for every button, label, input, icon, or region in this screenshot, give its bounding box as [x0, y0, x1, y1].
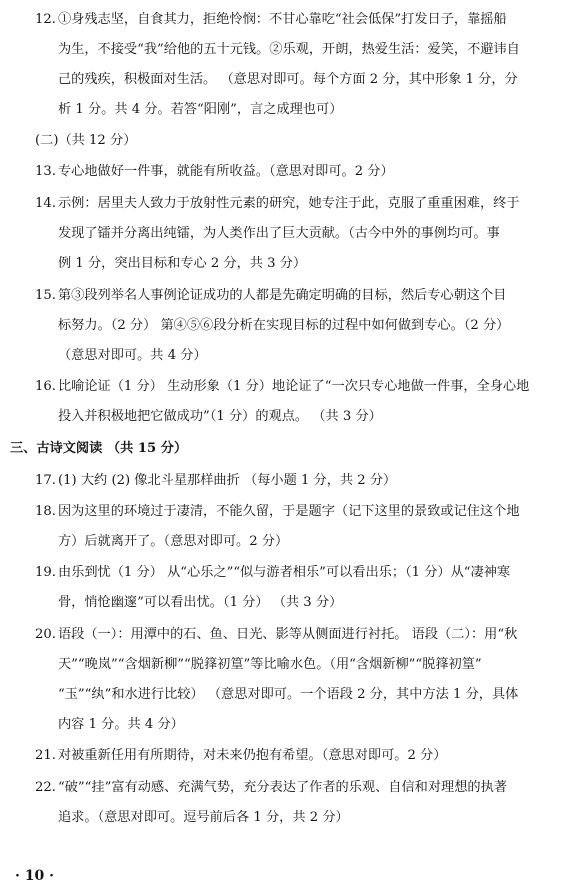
q14-line-2: 发现了镭并分离出纯镭，为人类作出了巨大贡献。（古今中外的事例均可。事 — [58, 226, 500, 241]
q16-line-1: 比喻论证（1 分） 生动形象（1 分）地论证了“一次只专心地做一件事，全身心地 — [58, 379, 530, 394]
q12-line-2: 为生，不接受“我”给他的五十元钱。②乐观，开朗，热爱生活：爱笑，不避讳自 — [58, 42, 520, 57]
q20-number: 20. — [35, 627, 56, 642]
section-3-heading: 三、古诗文阅读 （共 15 分） — [10, 441, 188, 456]
section-2-heading: (二)（共 12 分） — [35, 133, 137, 148]
q20-line-2: 天”“晚岚”“含烟新柳”“脱箨初篁”等比喻水色。（用“含烟新柳”“脱箨初篁” — [58, 657, 482, 672]
q21-number: 21. — [35, 748, 56, 763]
q17-number: 17. — [35, 473, 56, 488]
q13-number: 13. — [35, 164, 56, 179]
q18-line-2: 方）后就离开了。（意思对即可。2 分） — [58, 534, 289, 549]
q12-line-4: 析 1 分。共 4 分。若答“阳刚”，言之成理也可） — [58, 102, 343, 117]
page-number: · 10 · — [15, 868, 54, 884]
q14-number: 14. — [35, 196, 56, 211]
q22-number: 22. — [35, 780, 56, 795]
q12-number: 12. — [35, 12, 56, 27]
q20-line-3: “玉”“纨”和水进行比较） （意思对即可。一个语段 2 分，其中方法 1 分，具体 — [58, 687, 519, 702]
q13-line-1: 专心地做好一件事，就能有所收益。（意思对即可。2 分） — [58, 164, 394, 179]
q21-line-1: 对被重新任用有所期待，对未来仍抱有希望。（意思对即可。2 分） — [58, 748, 447, 763]
q17-line-1: (1) 大约 (2) 像北斗星那样曲折 （每小题 1 分，共 2 分） — [58, 473, 397, 488]
q15-line-2: 标努力。（2 分） 第④⑤⑥段分析在实现目标的过程中如何做到专心。（2 分） — [58, 318, 510, 333]
q15-line-1: 第③段列举名人事例论证成功的人都是先确定明确的目标，然后专心朝这个目 — [58, 288, 507, 303]
q19-line-2: 骨，悄怆幽邃”可以看出忧。（1 分） （共 3 分） — [58, 595, 343, 610]
q22-line-2: 追求。（意思对即可。逗号前后各 1 分，共 2 分） — [58, 810, 349, 825]
q14-line-3: 例 1 分，突出目标和专心 2 分，共 3 分） — [58, 256, 307, 271]
q12-line-3: 己的残疾，积极面对生活。 （意思对即可。每个方面 2 分，其中形象 1 分，分 — [58, 72, 518, 87]
q19-number: 19. — [35, 565, 56, 580]
q16-line-2: 投入并积极地把它做成功”（1 分）的观点。 （共 3 分） — [58, 409, 382, 424]
q18-line-1: 因为这里的环境过于凄清，不能久留，于是题字（记下这里的景致或记住这个地 — [58, 504, 520, 519]
q19-line-1: 由乐到忧（1 分） 从“心乐之”“似与游者相乐”可以看出乐；（1 分）从“凄神寒 — [58, 565, 511, 580]
q12-line-1: ①身残志坚，自食其力，拒绝怜悯：不甘心靠吃“社会低保”打发日子，靠摇船 — [58, 12, 507, 27]
q16-number: 16. — [35, 379, 56, 394]
q14-line-1: 示例：居里夫人致力于放射性元素的研究，她专注于此，克服了重重困难，终于 — [58, 196, 520, 211]
q22-line-1: “破”“挂”富有动感、充满气势，充分表达了作者的乐观、自信和对理想的执著 — [58, 780, 507, 795]
q20-line-1: 语段（一）：用潭中的石、鱼、日光、影等从侧面进行衬托。 语段（二）：用“秋 — [58, 627, 518, 642]
q20-line-4: 内容 1 分。共 4 分） — [58, 717, 184, 732]
q15-number: 15. — [35, 288, 56, 303]
q15-line-3: （意思对即可。共 4 分） — [58, 348, 207, 363]
q18-number: 18. — [35, 504, 56, 519]
